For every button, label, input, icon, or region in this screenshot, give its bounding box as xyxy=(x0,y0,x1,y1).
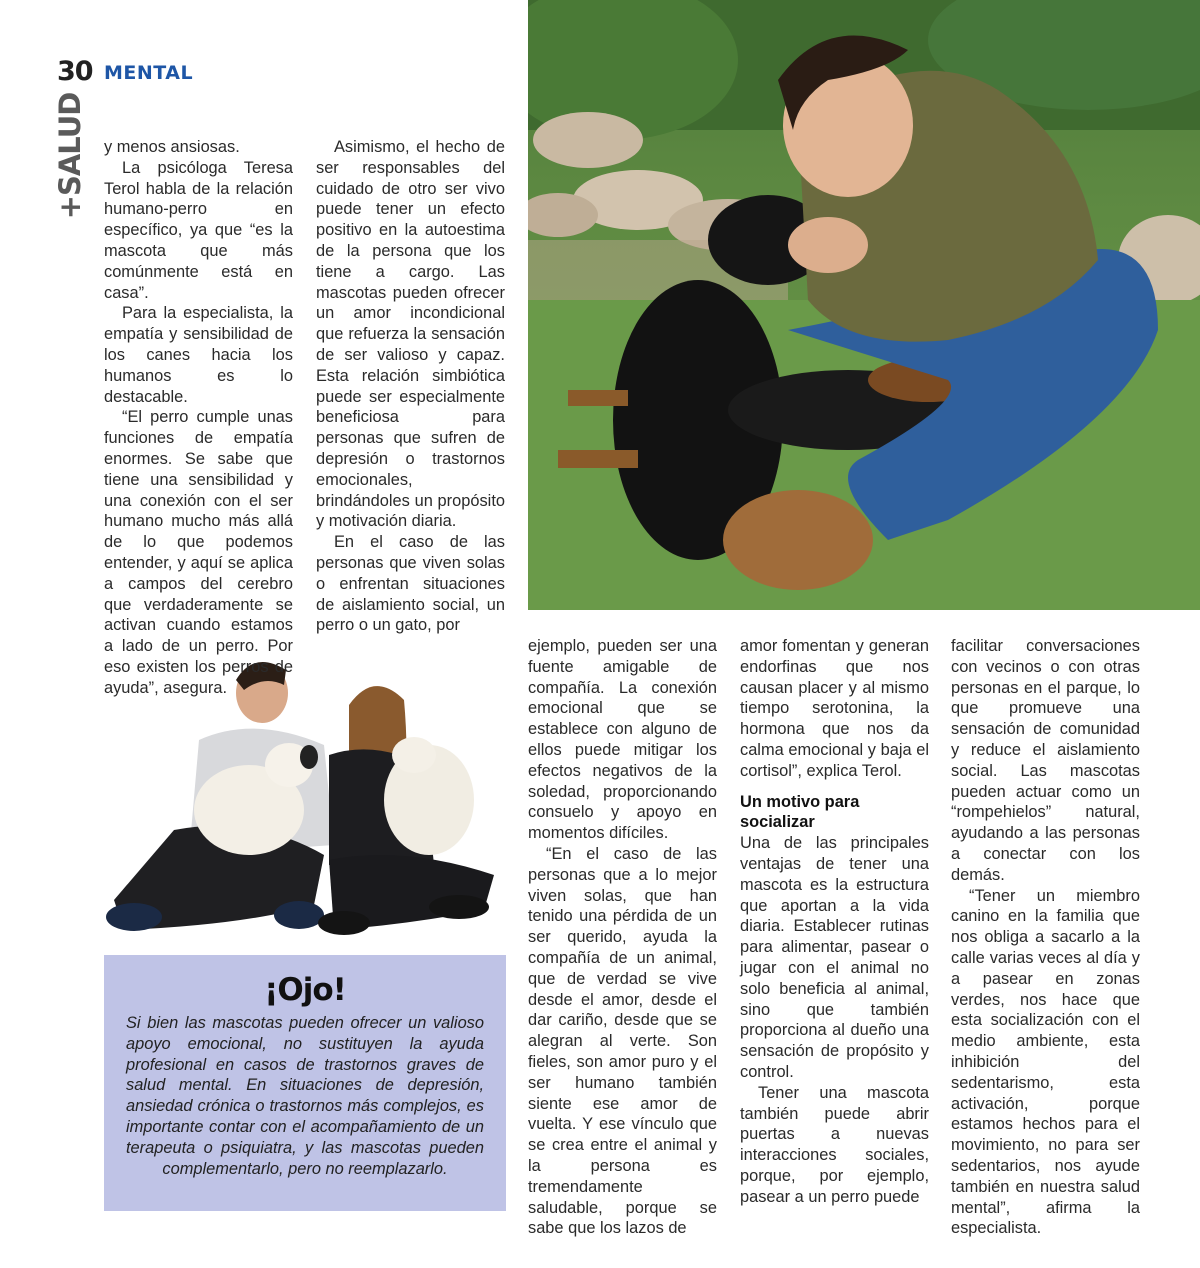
text-column-3 xyxy=(528,636,717,1239)
subheading: Un motivo para socializar xyxy=(740,792,860,832)
paragraph: “En el caso de las personas que a lo mejor viven solas, que han tenido una pérdida de un ser querido, ayuda la compañía de un animal, que de verdad se vive desde el amor, desde el dar cariño, desde que se alegran al verte. Son fieles, son amor puro y el ser humano también siente ese amor de vuelta. Y ese vínculo que se crea entre el animal y la persona es tremendamente saludable, porque se sabe que los lazos de xyxy=(528,844,717,1238)
paragraph: Tener una mascota también puede abrir puertas a nuevas interacciones sociales, porque, por ejemplo, pasear a un perro puede xyxy=(740,1083,929,1206)
paragraph: Una de las principales ventajas de tener una mascota es la estructura que aportan a la vida diaria. Establecer rutinas para alimentar, pasear o jugar con el animal no solo beneficia al animal, sino que también proporciona al dueño una sensación de propósito y control. xyxy=(740,834,929,1081)
paragraph: facilitar conversaciones con vecinos o con otras personas en el parque, lo que promueve una sensación de comunidad y reduce el aislamiento social. Las mascotas pueden actuar como un “rompehielos” natural, ayudando a las personas a conectar con los demás. xyxy=(951,637,1140,884)
man-with-dogs-photo xyxy=(528,0,1200,610)
section-title: MENTAL xyxy=(104,62,194,84)
warning-box-title: ¡Ojo! xyxy=(264,972,346,1008)
paragraph: Asimismo, el hecho de ser responsables del cuidado de otro ser vivo puede tener un efecto positivo en la autoestima de la persona que los tiene a cargo. Las mascotas pueden ofrecer un amor incondicional que refuerza la sensación de ser valioso y capaz. Esta relación simbiótica puede ser especialmente beneficiosa para personas que sufren de depresión o trastornos emocionales, brindándoles un propósito y motivación diaria. xyxy=(316,138,505,531)
vertical-label xyxy=(50,92,90,220)
text-column-2 xyxy=(316,137,505,636)
text-column-4 xyxy=(740,636,929,1208)
warning-box xyxy=(104,955,506,1211)
page-number: 30 xyxy=(57,56,93,87)
paragraph: ejemplo, pueden ser una fuente amigable de compañía. La conexión emocional que se establece con alguno de ellos puede mitigar los efectos negativos de la soledad, proporcionando consuelo y apoyo en momentos difíciles. xyxy=(528,637,717,843)
paragraph: En el caso de las personas que viven solas o enfrentan situaciones de aislamiento social, un perro o un gato, por xyxy=(316,533,505,635)
warning-box-text: Si bien las mascotas pueden ofrecer un valioso apoyo emocional, no sustituyen la ayuda profesional en casos de trastornos graves de salud mental. En situaciones de depresión, ansiedad crónica o trastornos más complejos, es importante contar con el acompañamiento de un terapeuta o psiquiatra, y las mascotas pueden complementarlo, pero no reemplazarlo. xyxy=(126,1014,484,1178)
paragraph: “El perro cumple unas funciones de empatía enormes. Se sabe que tiene una sensibilidad y una conexión con el ser humano mucho más allá de lo que podemos entender, y aquí se aplica a campos del cerebro que verdaderamente se activan cuando estamos a lado de un perro. Por eso existen los perros de ayuda”, asegura. xyxy=(104,408,293,697)
text-column-1 xyxy=(104,137,293,699)
photo-illustration xyxy=(528,0,1200,610)
vertical-label-text: +SALUD xyxy=(53,92,87,220)
text-column-5 xyxy=(951,636,1140,1239)
paragraph: y menos ansiosas. xyxy=(104,138,240,156)
paragraph: amor fomentan y generan endorfinas que nos causan placer y al mismo tiempo serotonina, la hormona que nos da calma emocional y baja el cortisol”, explica Terol. xyxy=(740,637,929,780)
paragraph: Para la especialista, la empatía y sensibilidad de los canes hacia los humanos es lo destacable. xyxy=(104,304,293,406)
paragraph: “Tener un miembro canino en la familia que nos obliga a sacarlo a la calle varias veces al día y a pasear en zonas verdes, nos hace que esta socialización con el medio ambiente, esta inhibición del sedentarismo, esta activación, porque estamos hechos para el movimiento, no para ser sedentarios, nos ayude también en nuestra salud mental”, afirma la especialista. xyxy=(951,886,1140,1238)
paragraph: La psicóloga Teresa Terol habla de la relación humano-perro en específico, ya que “es la mascota que más comúnmente está en casa”. xyxy=(104,158,293,302)
